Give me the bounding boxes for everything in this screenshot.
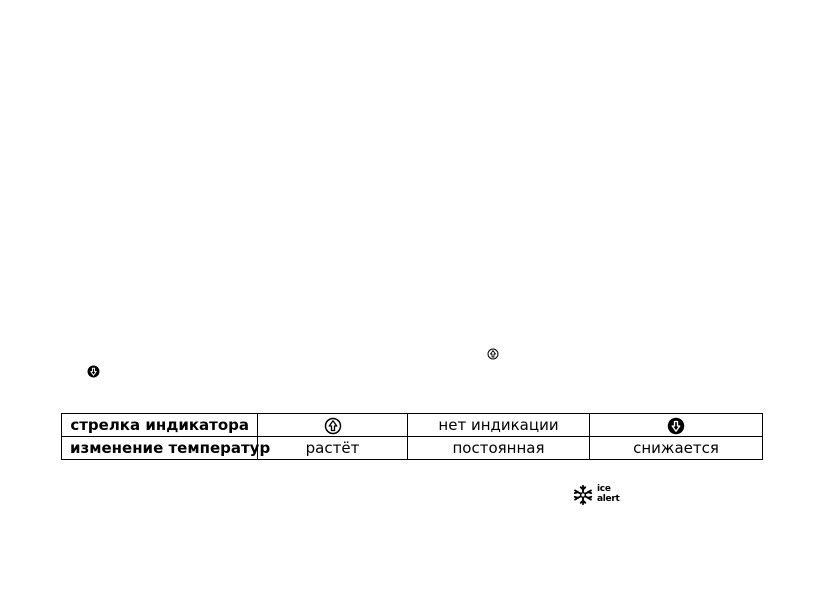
table-row-temperature-change xyxy=(62,437,763,460)
row-label-temperature-change: изменение температур xyxy=(62,437,258,460)
row-label-indicator-arrow: стрелка индикатора xyxy=(62,414,258,437)
arrow-up-circle-outline-icon xyxy=(487,348,499,360)
snowflake-icon xyxy=(572,484,594,506)
cell-rising: растёт xyxy=(258,437,408,460)
ice-alert-label-line1: ice xyxy=(597,484,611,494)
arrow-up-circle-outline-icon xyxy=(324,417,342,435)
cell-arrow-down xyxy=(590,414,763,437)
cell-constant: постоянная xyxy=(408,437,590,460)
table-row-indicator-arrow xyxy=(62,414,763,437)
cell-no-indication: нет индикации xyxy=(408,414,590,437)
temperature-trend-table xyxy=(61,413,763,460)
arrow-down-circle-filled-icon xyxy=(667,417,685,435)
ice-alert-indicator xyxy=(572,484,624,506)
cell-arrow-up xyxy=(258,414,408,437)
ice-alert-label-line2: alert xyxy=(597,494,620,504)
arrow-down-circle-filled-icon xyxy=(87,365,100,378)
cell-falling: снижается xyxy=(590,437,763,460)
